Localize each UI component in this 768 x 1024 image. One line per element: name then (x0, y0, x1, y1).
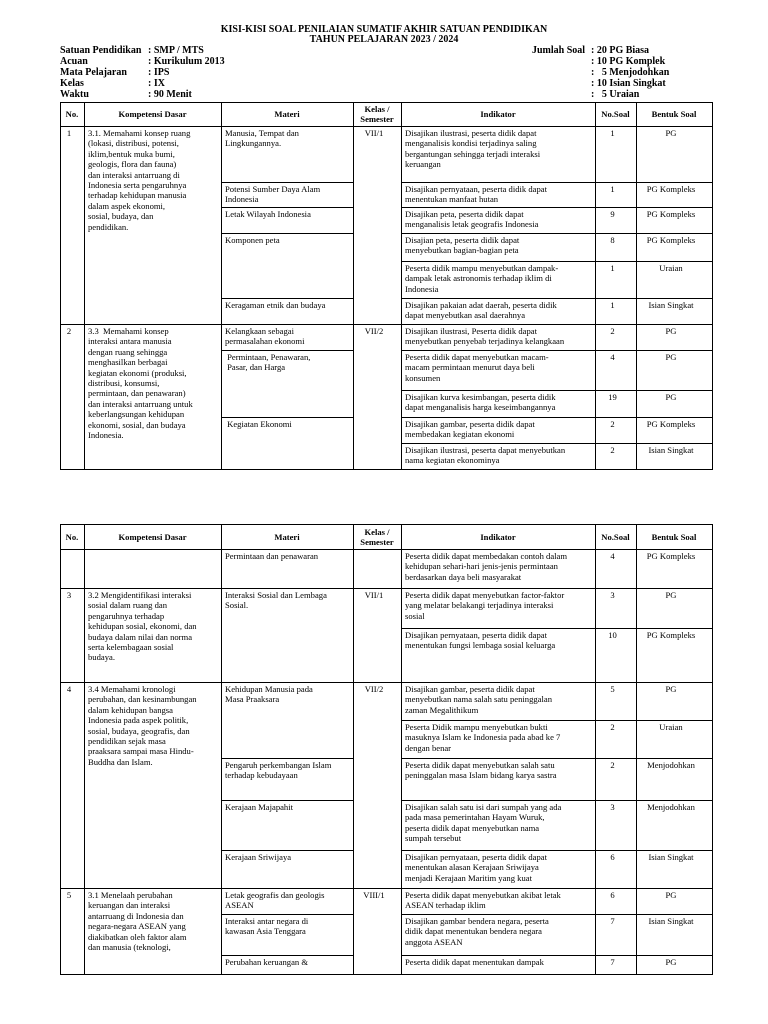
kd-4-row-1-materi: Kehidupan Manusia pada Masa Praaksara (225, 684, 313, 705)
kd-2-row-4-bentuk-soal: PG Kompleks (646, 419, 696, 429)
kd-3-row-2-bentuk-soal: PG Kompleks (646, 630, 696, 640)
kd-2-row-2-materi: Permintaan, Penawaran, Pasar, dan Harga (225, 352, 311, 373)
table-column-rule (401, 102, 402, 470)
kd-2-row-3-no-soal: 19 (608, 392, 617, 402)
kd-4-row-5-materi: Kerajaan Sriwijaya (225, 852, 292, 862)
kd-3-row-2-indikator: Disajikan pernyataan, peserta didik dapat menentukan fungsi lembaga sosial keluarga (405, 630, 556, 651)
kd-1-row-4-indikator: Disajian peta, peserta didik dapat menyebutkan bagian-bagian peta (405, 235, 520, 256)
kd-1-row-3-indikator: Disajikan peta, peserta didik dapat menganalisis letak geografis Indonesia (405, 209, 539, 230)
materi-rule (221, 207, 354, 208)
kd-1-row-4-no-soal: 8 (610, 235, 615, 245)
table-header-top-rule (60, 524, 713, 525)
kd-1-row-5-bentuk-soal: Uraian (659, 263, 683, 273)
kd-1-row-1-bentuk-soal: PG (665, 128, 677, 138)
meta-value-waktu: : 90 Menit (148, 89, 192, 100)
row-rule (401, 207, 713, 208)
kd-4-row-1-indikator: Disajikan gambar, peserta didik dapat menyebutkan nama salah satu peninggalan zaman Megalithikum (405, 684, 553, 715)
kd-2-row-1-materi: Kelangkaan sebagai permasalahan ekonomi (225, 326, 305, 347)
kd-1-row-6-indikator: Disajikan pakaian adat daerah, peserta didik dapat menyebutkan asal daerahnya (405, 300, 557, 321)
header-bentuk-soal: Bentuk Soal (651, 109, 697, 119)
kd-4-row-5-indikator: Disajikan pernyataan, peserta didik dapat menentukan alasan Kerajaan Sriwijaya menjadi Kerajaan Maritim yang kuat (405, 852, 547, 883)
kd-cont-row-1-bentuk-soal: PG Kompleks (646, 551, 696, 561)
kd-3-kompetensi-dasar: 3.2 Mengidentifikasi interaksi sosial dalam ruang dan pengaruhnya terhadap kehidupan sosial, ekonomi, dan budaya dalam nilai dan norma serta kelembagaan sosial budaya. (88, 590, 197, 663)
meta-value-pg-komplek: : 10 PG Komplek (591, 56, 666, 67)
meta-value-uraian: : 5 Uraian (591, 89, 640, 100)
table-column-rule (221, 524, 222, 975)
meta-label-jumlah-soal: Jumlah Soal (532, 45, 586, 56)
row-rule (401, 390, 713, 391)
kd-1-row-2-indikator: Disajikan pernyataan, peserta didik dapat menentukan manfaat hutan (405, 184, 547, 205)
kd-4-row-3-indikator: Peserta didik dapat menyebutkan salah satu peninggalan masa Islam bidang karya sastra (405, 760, 557, 781)
kd-4-row-1-bentuk-soal: PG (665, 684, 677, 694)
kd-4-row-4-materi: Kerajaan Majapahit (225, 802, 293, 812)
kd-1-row-3-no-soal: 9 (610, 209, 615, 219)
kd-4-row-1-no-soal: 5 (610, 684, 615, 694)
kd-2-row-2-bentuk-soal: PG (665, 352, 677, 362)
kd-1-row-6-no-soal: 1 (610, 300, 615, 310)
meta-value-menjodohkan: : 5 Menjodohkan (591, 67, 670, 78)
header-no-soal: No.Soal (601, 531, 630, 542)
meta-value-isian: : 10 Isian Singkat (591, 78, 666, 89)
row-rule (401, 182, 713, 183)
table-header-top-rule (60, 102, 713, 103)
kd-5-row-3-bentuk-soal: PG (665, 957, 677, 967)
table-column-rule (84, 524, 85, 975)
document-title: KISI-KISI SOAL PENILAIAN SUMATIF AKHIR SATUAN PENDIDIKAN (220, 24, 548, 35)
meta-label-mapel: Mata Pelajaran (60, 67, 127, 78)
meta-value-pg-biasa: : 20 PG Biasa (591, 45, 650, 56)
kd-4-row-2-no-soal: 2 (610, 722, 615, 732)
kd-5-row-3-materi: Perubahan keruangan & (225, 957, 309, 967)
table-column-rule (636, 524, 637, 975)
kd-5-row-1-bentuk-soal: PG (665, 890, 677, 900)
header-no-soal: No.Soal (601, 109, 630, 119)
header-kelas-semester: Kelas / Semester (360, 526, 394, 547)
kd-2-row-4-materi: Kegiatan Ekonomi (225, 419, 292, 429)
kd-2-kelas: VII/2 (364, 326, 384, 336)
kd-4-kompetensi-dasar: 3.4 Memahami kronologi perubahan, dan kesinambungan dalam kehidupan bangsa Indonesia pada aspek politik, sosial, budaya, geografis, dan pendidikan sejak masa praaksara sampai masa Hindu- Buddha dan Islam. (88, 684, 197, 767)
kd-2-row-3-indikator: Disajikan kurva kesimbangan, peserta didik dapat menganalisis harga keseimbangannya (405, 392, 556, 413)
table-column-rule (60, 524, 61, 975)
table-column-rule (595, 524, 596, 975)
table-column-rule (712, 102, 713, 470)
kd-1-row-3-materi: Letak Wilayah Indonesia (225, 209, 311, 219)
materi-rule (221, 850, 354, 851)
kd-1-row-1-indikator: Disajikan ilustrasi, peserta didik dapat menganalisis kondisi terjadinya saling bergantungan sehingga terjadi interaksi keruangan (405, 128, 541, 170)
kd-2-row-1-bentuk-soal: PG (665, 326, 677, 336)
kd-4-row-2-bentuk-soal: Uraian (659, 722, 683, 732)
kd-1-number: 1 (66, 128, 72, 138)
materi-rule (221, 800, 354, 801)
header-no: No. (65, 109, 79, 119)
row-rule (401, 233, 713, 234)
meta-label-acuan: Acuan (60, 56, 88, 67)
row-rule (401, 443, 713, 444)
header-indikator: Indikator (480, 109, 516, 119)
kd-cont-row-1-no-soal: 4 (610, 551, 615, 561)
meta-label-waktu: Waktu (60, 89, 89, 100)
kd-4-kelas: VII/2 (364, 684, 384, 694)
kd-2-row-1-no-soal: 2 (610, 326, 615, 336)
kd-5-row-2-indikator: Disajikan gambar bendera negara, peserta didik dapat menentukan bendera negara anggota ASEAN (405, 916, 549, 947)
kd-1-row-5-indikator: Peserta didik mampu menyebutkan dampak- dampak letak astronomis terhadap iklim di Indonesia (405, 263, 559, 294)
row-rule (401, 720, 713, 721)
row-rule (401, 850, 713, 851)
kd-2-row-4-no-soal: 2 (610, 419, 615, 429)
materi-rule (221, 914, 354, 915)
row-rule (401, 628, 713, 629)
group-top-rule (60, 682, 713, 683)
kd-4-number: 4 (66, 684, 72, 694)
kd-5-kompetensi-dasar: 3.1 Menelaah perubahan keruangan dan interaksi antarruang di Indonesia dan negara-negara ASEAN yang diakibatkan oleh faktor alam dan manusia (teknologi, (88, 890, 187, 953)
kd-4-row-4-no-soal: 3 (610, 802, 615, 812)
meta-value-acuan: : Kurikulum 2013 (148, 56, 225, 67)
header-kompetensi-dasar: Kompetensi Dasar (118, 531, 187, 542)
table-column-rule (595, 102, 596, 470)
kd-1-row-5-no-soal: 1 (610, 263, 615, 273)
table-column-rule (353, 102, 354, 470)
table-column-rule (401, 524, 402, 975)
materi-rule (221, 955, 354, 956)
kd-4-row-4-bentuk-soal: Menjodohkan (647, 802, 695, 812)
group-top-rule (60, 888, 713, 889)
kd-1-kelas: VII/1 (364, 128, 384, 138)
meta-label-kelas: Kelas (60, 78, 84, 89)
group-top-rule (60, 126, 713, 127)
kd-4-row-5-bentuk-soal: Isian Singkat (648, 852, 694, 862)
meta-value-mapel: : IPS (148, 67, 170, 78)
table-column-rule (353, 524, 354, 975)
kd-5-row-2-bentuk-soal: Isian Singkat (648, 916, 694, 926)
table-column-rule (636, 102, 637, 470)
kd-3-row-1-bentuk-soal: PG (665, 590, 677, 600)
kd-2-number: 2 (66, 326, 72, 336)
header-materi: Materi (274, 531, 300, 542)
row-rule (401, 417, 713, 418)
kd-2-row-2-indikator: Peserta didik dapat menyebutkan macam- macam permintaan menurut daya beli konsumen (405, 352, 549, 383)
kd-3-row-1-materi: Interaksi Sosial dan Lembaga Sosial. (225, 590, 327, 611)
header-bentuk-soal: Bentuk Soal (651, 531, 697, 542)
materi-rule (221, 417, 354, 418)
kd-cont-row-1-materi: Permintaan dan penawaran (225, 551, 319, 561)
table-bottom-rule (60, 974, 713, 975)
table-column-rule (712, 524, 713, 975)
kd-cont-row-1-indikator: Peserta didik dapat membedakan contoh dalam kehidupan sehari-hari jenis-jenis permintaan berdasarkan daya beli masyarakat (405, 551, 568, 582)
materi-rule (221, 233, 354, 234)
kd-1-row-6-bentuk-soal: Isian Singkat (648, 300, 694, 310)
header-no: No. (65, 531, 79, 542)
kd-4-row-4-indikator: Disajikan salah satu isi dari sumpah yang ada pada masa pemerintahan Hayam Wuruk, peserta didik dapat menyebutkan nama sumpah tersebut (405, 802, 562, 844)
meta-label-satuan: Satuan Pendidikan (60, 45, 142, 56)
table-column-rule (221, 102, 222, 470)
document-subtitle: TAHUN PELAJARAN 2023 / 2024 (309, 34, 459, 45)
group-top-rule (60, 324, 713, 325)
header-indikator: Indikator (480, 531, 516, 542)
header-materi: Materi (274, 109, 300, 119)
kd-1-row-4-materi: Komponen peta (225, 235, 280, 245)
kd-5-row-3-indikator: Peserta didik dapat menentukan dampak (405, 957, 544, 967)
group-top-rule (60, 588, 713, 589)
kd-1-row-2-bentuk-soal: PG Kompleks (646, 184, 696, 194)
kd-1-row-2-no-soal: 1 (610, 184, 615, 194)
kd-5-kelas: VIII/1 (363, 890, 385, 900)
materi-rule (221, 350, 354, 351)
kd-1-row-6-materi: Keragaman etnik dan budaya (225, 300, 326, 310)
kd-3-row-1-indikator: Peserta didik dapat menyebutkan factor-faktor yang melatar belakangi terjadinya interaksi sosial (405, 590, 565, 621)
materi-rule (221, 182, 354, 183)
row-rule (401, 298, 713, 299)
kd-2-kompetensi-dasar: 3.3 Memahami konsep interaksi antara manusia dengan ruang sehingga menghasilkan berbagai kegiatan ekonomi (produksi, distribusi, konsumsi, permintaan, dan penawaran) dan interaksi antarruang untuk keberlangsungan kehidupan ekonomi, sosial, dan budaya Indonesia. (88, 326, 193, 441)
header-kelas-semester: Kelas / Semester (360, 104, 394, 124)
row-rule (401, 955, 713, 956)
kd-5-row-1-no-soal: 6 (610, 890, 615, 900)
kd-3-number: 3 (66, 590, 72, 600)
kd-5-row-2-no-soal: 7 (610, 916, 615, 926)
kd-2-row-5-bentuk-soal: Isian Singkat (648, 445, 694, 455)
kd-2-row-4-indikator: Disajikan gambar, peserta didik dapat membedakan kegiatan ekonomi (405, 419, 535, 440)
kd-4-row-3-no-soal: 2 (610, 760, 615, 770)
kd-1-row-2-materi: Potensi Sumber Daya Alam Indonesia (225, 184, 321, 205)
row-rule (401, 350, 713, 351)
table-column-rule (84, 102, 85, 470)
kd-4-row-5-no-soal: 6 (610, 852, 615, 862)
kd-1-row-1-materi: Manusia, Tempat dan Lingkungannya. (225, 128, 299, 149)
meta-value-satuan: : SMP / MTS (148, 45, 204, 56)
table-bottom-rule (60, 469, 713, 470)
kd-3-kelas: VII/1 (364, 590, 384, 600)
kd-2-row-1-indikator: Disajikan ilustrasi, Peserta didik dapat menyebutkan penyebab terjadinya kelangkaan (405, 326, 565, 347)
kd-5-row-3-no-soal: 7 (610, 957, 615, 967)
kd-2-row-2-no-soal: 4 (610, 352, 615, 362)
kd-5-row-1-indikator: Peserta didik dapat menyebutkan akibat letak ASEAN terhadap iklim (405, 890, 561, 911)
kd-4-row-2-indikator: Peserta Didik mampu menyebutkan bukti masuknya Islam ke Indonesia pada abad ke 7 dengan benar (405, 722, 561, 753)
kd-1-row-3-bentuk-soal: PG Kompleks (646, 209, 696, 219)
table-column-rule (60, 102, 61, 470)
materi-rule (221, 298, 354, 299)
kd-1-kompetensi-dasar: 3.1. Memahami konsep ruang (lokasi, distribusi, potensi, iklim,bentuk muka bumi, geologis, flora dan fauna) dan interaksi antarruang di Indonesia serta pengaruhnya terhadap kehidupan manusia dalam aspek ekonomi, sosial, budaya, dan pendidikan. (88, 128, 191, 232)
header-kompetensi-dasar: Kompetensi Dasar (118, 109, 187, 119)
kd-4-row-3-bentuk-soal: Menjodohkan (647, 760, 695, 770)
kd-2-row-3-bentuk-soal: PG (665, 392, 677, 402)
kd-2-row-5-no-soal: 2 (610, 445, 615, 455)
kd-4-row-3-materi: Pengaruh perkembangan Islam terhadap kebudayaan (225, 760, 332, 781)
kd-1-row-1-no-soal: 1 (610, 128, 615, 138)
kd-1-row-4-bentuk-soal: PG Kompleks (646, 235, 696, 245)
kd-5-row-1-materi: Letak geografis dan geologis ASEAN (225, 890, 325, 911)
row-rule (401, 261, 713, 262)
group-top-rule (60, 549, 713, 550)
row-rule (401, 914, 713, 915)
kd-3-row-1-no-soal: 3 (610, 590, 615, 600)
materi-rule (221, 758, 354, 759)
kd-5-row-2-materi: Interaksi antar negara di kawasan Asia Tenggara (225, 916, 309, 937)
kd-5-number: 5 (66, 890, 72, 900)
kd-3-row-2-no-soal: 10 (608, 630, 617, 640)
meta-value-kelas: : IX (148, 78, 165, 89)
row-rule (401, 800, 713, 801)
kd-2-row-5-indikator: Disajikan ilustrasi, peserta dapat menyebutkan nama kegiatan ekonominya (405, 445, 566, 466)
row-rule (401, 758, 713, 759)
